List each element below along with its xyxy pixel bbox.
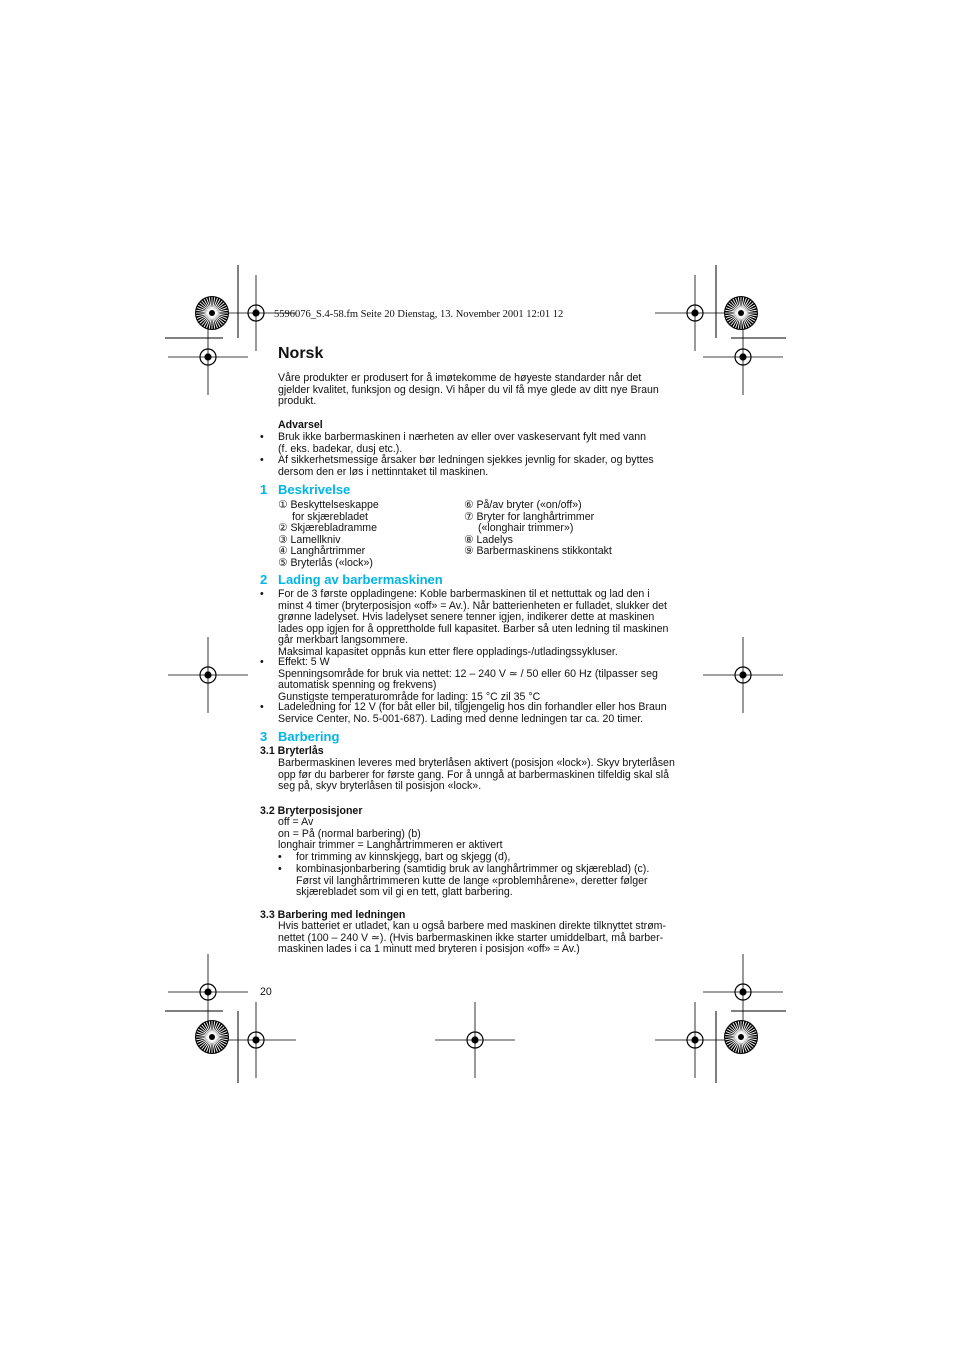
parts-list-right: ⑥ På/av bryter («on/off») ⑦ Bryter for langhårtrimmer («longhair trimmer») ⑧ Ladelys ⑨ Barbermaskinens stikkontakt [464, 499, 612, 558]
starburst-center [209, 1034, 215, 1040]
warning-heading: Advarsel [278, 419, 323, 431]
page-title: Norsk [278, 345, 324, 362]
warning-bullet-1: • Bruk ikke barbermaskinen i nærheten av eller over vaskeservant fylt med vann (f. eks. badekar, dusj etc.). [278, 432, 646, 455]
starburst-center [738, 1034, 744, 1040]
register-mark-dot [739, 671, 746, 678]
register-mark-dot [204, 671, 211, 678]
subsection-3-1-text: Barbermaskinen leveres med bryterlåsen aktivert (posisjon «lock»). Skyv bryterlåsen opp før du barberer for første gang. For å unngå at barbermaskinen tilfeldig skal slå seg på, skyv bryterlåsen til posisjon «lock». [278, 757, 675, 793]
subsection-3-1-heading: 3.1 Bryterlås [260, 745, 324, 757]
switch-bullet-1: • for trimming av kinnskjegg, bart og skjegg (d), [296, 852, 510, 864]
register-mark-dot [204, 988, 211, 995]
register-mark-dot [691, 309, 698, 316]
subsection-3-3-text: Hvis batteriet er utladet, kan u også barbere med maskinen direkte tilknyttet strøm- nettet (100 – 240 V ≃). (Hvis barbermaskinen ikke starter umiddelbart, må barber- maskinen lades i ca 1 minutt med bryteren i posisjon «off» = Av.) [278, 920, 667, 956]
starburst-center [209, 310, 215, 316]
starburst-center [738, 310, 744, 316]
register-mark-dot [739, 988, 746, 995]
subsection-3-2-heading: 3.2 Bryterposisjoner [260, 805, 363, 817]
page-number: 20 [260, 986, 272, 998]
charging-bullet-2: • Effekt: 5 W Spenningsområde for bruk via nettet: 12 – 240 V ≃ / 50 eller 60 Hz (tilpasser seg automatisk spenning og frekvens) Gunstigste temperaturområde for lading: 15 °C zil 35 °C [278, 657, 658, 703]
subsection-3-3-heading: 3.3 Barbering med ledningen [260, 909, 406, 921]
switch-bullet-2: • kombinasjonbarbering (samtidig bruk av langhårtrimmer og skjæreblad) (c). Først vil langhårtrimmeren kutte de lange «problemhårene», deretter følger skjærebladet som vil gi en tett, glatt barbering. [296, 864, 649, 899]
section-3-heading: 3 Barbering [260, 729, 340, 744]
warning-bullet-2: • Af sikkerhetsmessige årsaker bør ledningen sjekkes jevnlig for skader, og byttes dersom den er løs i nettinntaket til maskinen. [278, 455, 654, 478]
subsection-3-2-text: off = Av on = På (normal barbering) (b) longhair trimmer = Langhårtrimmeren er aktivert [278, 816, 503, 852]
register-mark-dot [252, 1036, 259, 1043]
parts-list-left: ① Beskyttelseskappe for skjærebladet ② Skjærebladramme ③ Lamellkniv ④ Langhårtrimmer ⑤ Bryterlås («lock») [278, 499, 379, 569]
intro-paragraph: Våre produkter er produsert for å imøtekomme de høyeste standarder når det gjelder kvalitet, funksjon og design. Vi håper du vil få mye glede av ditt nye Braun produkt. [278, 372, 659, 408]
charging-bullet-3: • Ladeledning for 12 V (for båt eller bil, tilgjengelig hos din forhandler eller hos Braun Service Center, No. 5-001-687). Lading med denne ledningen tar ca. 20 timer. [278, 702, 667, 725]
register-mark-dot [252, 309, 259, 316]
register-mark-dot [691, 1036, 698, 1043]
register-mark-dot [739, 353, 746, 360]
register-mark-dot [471, 1036, 478, 1043]
register-mark-dot [204, 353, 211, 360]
section-1-heading: 1 Beskrivelse [260, 482, 351, 497]
file-header: 5596076_S.4-58.fm Seite 20 Dienstag, 13. November 2001 12:01 12 [274, 309, 564, 320]
section-2-heading: 2 Lading av barbermaskinen [260, 572, 443, 587]
charging-bullet-1: • For de 3 første oppladingene: Koble barbermaskinen til et nettuttak og lad den i minst 4 timer (bryterposisjon «off» = Av.). Når batterienheten er fulladet, slukker det grønne ladelyset. Hvis ladelyset senere tenner igjen, indikerer dette at maskinen lades opp igjen for å opprettholde full kapasitet. Barber så uten ledning til maskinen går merkbart langsommere. Maksimal kapasitet oppnås kun etter flere oppladings-/utladingssykluser. [278, 589, 668, 659]
